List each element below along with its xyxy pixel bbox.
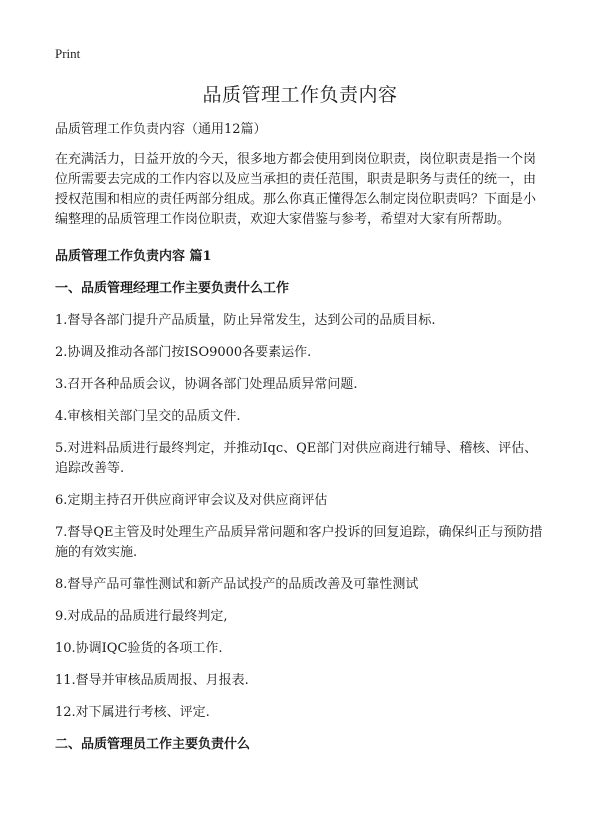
page-title: 品质管理工作负责内容	[202, 84, 398, 106]
list-item: 8.督导产品可靠性测试和新产品试投产的品质改善及可靠性测试	[55, 577, 419, 592]
list-item: 1.督导各部门提升产品质量，防止异常发生，达到公司的品质目标.	[55, 313, 436, 328]
list-item: 4.审核相关部门呈交的品质文件.	[55, 409, 241, 424]
section-heading-1: 一、品质管理经理工作主要负责什么工作	[55, 281, 290, 296]
intro-paragraph: 在充满活力，日益开放的今天，很多地方都会使用到岗位职责，岗位职责是指一个岗位所需要去完成的工作内容以及应当承担的责任范围，职责是职务与责任的统一，由授权范围和相应的责任两部分组成。那么你真正懂得怎么制定岗位职责吗？下面是小编整理的品质管理工作岗位职责，欢迎大家借鉴与参考，希望对大家有所帮助。	[55, 152, 537, 227]
list-item: 10.协调IQC验货的各项工作.	[55, 641, 223, 656]
list-item: 3.召开各种品质会议，协调各部门处理品质异常问题.	[55, 377, 358, 392]
list-item: 9.对成品的品质进行最终判定,	[55, 609, 228, 624]
section-heading-2: 二、品质管理员工作主要负责什么	[55, 737, 251, 752]
list-item: 11.督导并审核品质周报、月报表.	[55, 673, 249, 688]
document-subtitle: 品质管理工作负责内容（通用12篇）	[55, 122, 267, 137]
list-item: 7.督导QE主管及时处理生产品质异常问题和客户投诉的回复追踪，确保纠正与预防措施的有效实施.	[55, 525, 543, 560]
list-item: 12.对下属进行考核、评定.	[55, 705, 210, 720]
list-item: 2.协调及推动各部门按ISO9000各要素运作.	[55, 345, 312, 360]
part-heading: 品质管理工作负责内容 篇1	[55, 249, 212, 264]
list-item: 6.定期主持召开供应商评审会议及对供应商评估	[55, 493, 328, 508]
print-link[interactable]: Print	[55, 46, 81, 61]
list-item: 5.对进料品质进行最终判定，并推动Iqc、QE部门对供应商进行辅导、稽核、评估、追踪改善等.	[55, 441, 538, 476]
document-body	[55, 120, 547, 767]
